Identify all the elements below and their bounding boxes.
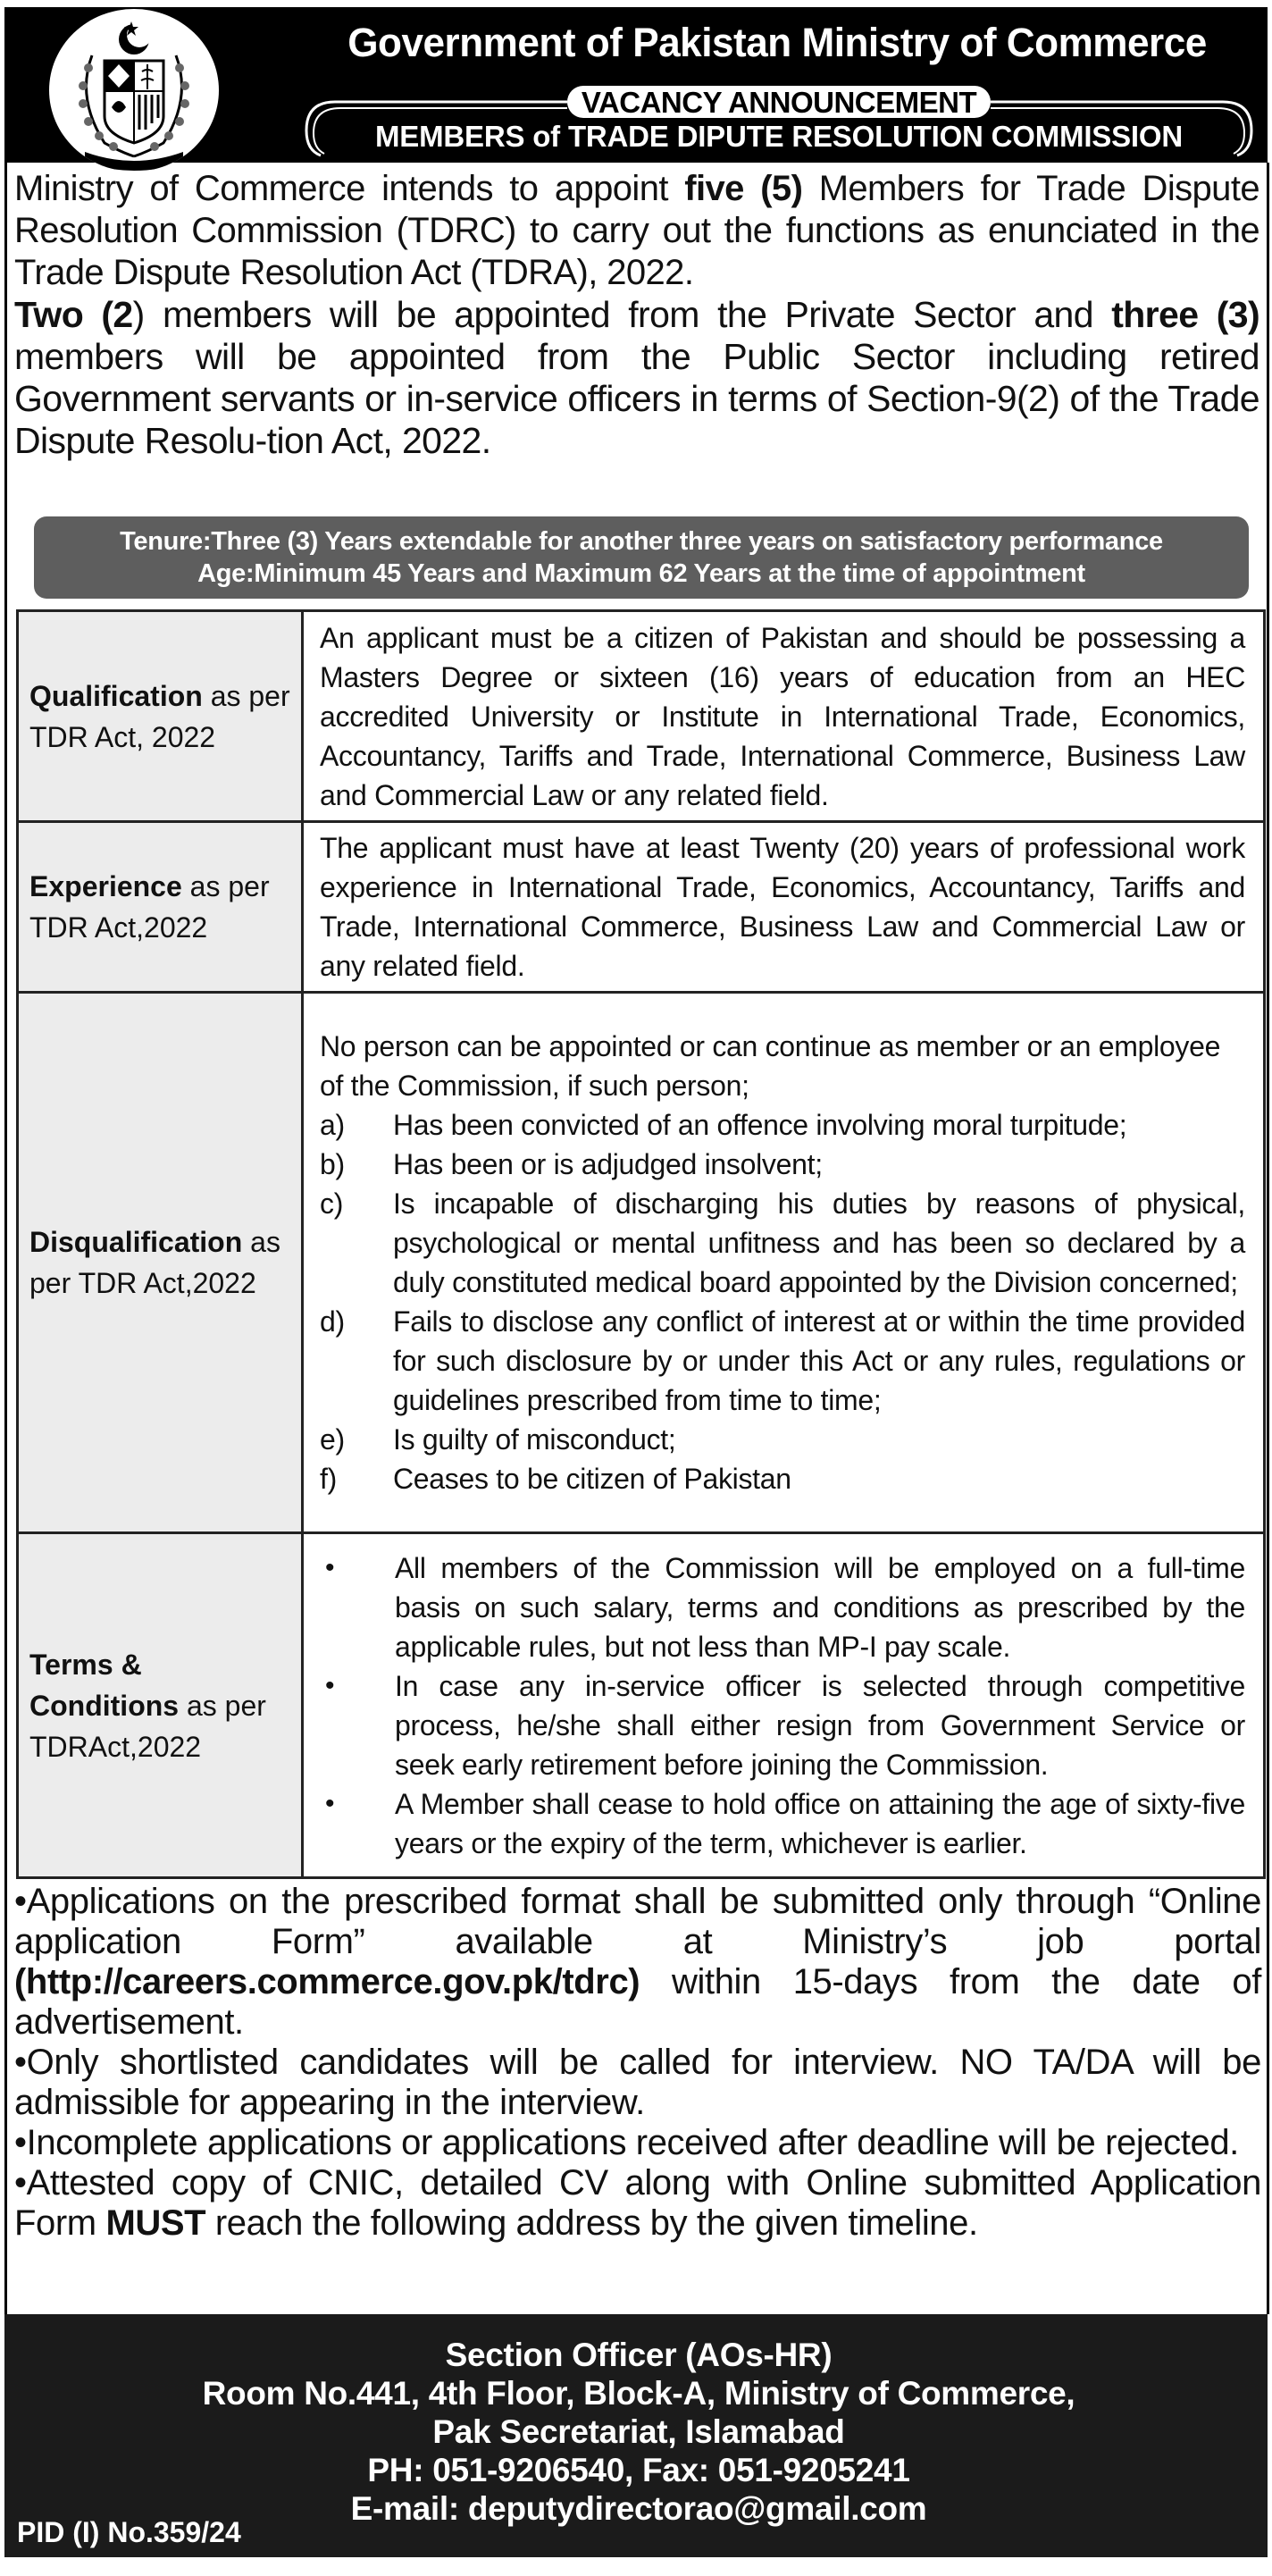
- disqualification-content: [303, 993, 1265, 1533]
- tenure-age-box: [34, 516, 1249, 599]
- intro-section: [14, 168, 1259, 462]
- list-item: • In case any in-service officer is selected through competitive process, he/she shall either resign from Government Service or seek early retirement before joining the Commission.: [320, 1666, 1245, 1784]
- instruction-item: •Attested copy of CNIC, detailed CV along with Online submitted Application Form MUST reach the following address by the given timeline.: [14, 2163, 1261, 2243]
- instruction-item: •Only shortlisted candidates will be called for interview. NO TA/DA will be admissible for appearing in the interview.: [14, 2043, 1261, 2122]
- member-count-total: five (5): [684, 169, 803, 208]
- job-portal-link[interactable]: (http://careers.commerce.gov.pk/tdrc): [14, 1962, 640, 2001]
- table-row-disqualification: [18, 993, 1265, 1533]
- contact-footer: [4, 2314, 1268, 2557]
- pid-number: PID (I) No.359/24: [17, 2516, 241, 2548]
- contact-room: Room No.441, 4th Floor, Block-A, Ministry of Commerce,: [202, 2375, 1075, 2412]
- terms-label: Terms & Conditions as per TDRAct,2022: [18, 1533, 303, 1878]
- disqualification-label: Disqualification as per TDR Act,2022: [18, 993, 303, 1533]
- contact-office: Section Officer (AOs-HR): [445, 2337, 833, 2373]
- state-emblem-icon: [49, 9, 219, 172]
- list-item: a) Has been convicted of an offence involving moral turpitude;: [320, 1109, 1127, 1141]
- experience-text: The applicant must have at least Twenty (20) years of professional work experience in International Trade, Economics, Accountancy, Tariffs and Trade, International Commerce, Business Law and Commercial Law or any related field.: [303, 822, 1265, 993]
- contact-email[interactable]: E-mail: deputydirectorao@gmail.com: [350, 2490, 927, 2527]
- list-item: e) Is guilty of misconduct;: [320, 1423, 676, 1456]
- page-subtitle: MEMBERS of TRADE DIPUTE RESOLUTION COMMISSION: [374, 120, 1183, 153]
- tenure-text: Tenure:Three (3) Years extendable for another three years on satisfactory performance: [120, 527, 1163, 556]
- bullet-icon: •: [325, 1670, 335, 1700]
- list-item: f) Ceases to be citizen of Pakistan: [320, 1463, 791, 1495]
- announcement-frame: [299, 84, 1259, 159]
- page-title: Government of Pakistan Ministry of Commerce: [347, 20, 1207, 65]
- instruction-item: •Incomplete applications or applications received after deadline will be rejected.: [14, 2123, 1239, 2162]
- table-row-qualification: [18, 611, 1265, 822]
- bullet-icon: •: [325, 1552, 335, 1582]
- list-item: d) Fails to disclose any conflict of interest at or within the time provided for such disclosure by or under this Act or any rules, regulations or guidelines prescribed from time to time;: [320, 1305, 1245, 1416]
- list-item: • All members of the Commission will be employed on a full-time basis on such salary, terms and conditions as prescribed by the applicable rules, but not less than MP-I pay scale.: [320, 1548, 1245, 1666]
- qualification-text: An applicant must be a citizen of Pakistan and should be possessing a Masters Degree or sixteen (16) years of education from an HEC accredited University or Institute in International Trade, Economics, Accountancy, Tariffs and Trade, International Commerce, Business Law and Commercial Law or any related field.: [303, 611, 1265, 822]
- intro-paragraph-1: Ministry of Commerce intends to appoint five (5) Members for Trade Dispute Resolution Commission (TDRC) to carry out the functions as enunciated in the Trade Dispute Resolution Act (TDRA), 2022.: [14, 169, 1259, 292]
- contact-city: Pak Secretariat, Islamabad: [432, 2413, 845, 2450]
- age-text: Age:Minimum 45 Years and Maximum 62 Years at the time of appointment: [197, 559, 1085, 588]
- list-item: b) Has been or is adjudged insolvent;: [320, 1148, 823, 1180]
- vacancy-announcement-badge: VACANCY ANNOUNCEMENT: [567, 86, 991, 118]
- qualification-label: Qualification as per TDR Act, 2022: [18, 611, 303, 822]
- disqualification-lead: No person can be appointed or can continue as member or an employee of the Commission, if such person;: [320, 1030, 1221, 1102]
- bullet-icon: •: [325, 1788, 335, 1818]
- instruction-item: •Applications on the prescribed format shall be submitted only through “Online application Form” available at Ministry’s job portal (http://careers.commerce.gov.pk/tdrc) within 15-days from the date of advertisement.: [14, 1882, 1261, 2042]
- terms-content: [303, 1533, 1265, 1878]
- contact-address: [147, 2336, 1130, 2528]
- header-banner: [4, 7, 1268, 163]
- public-member-count: three (3): [1111, 294, 1259, 335]
- private-member-count: Two (2: [14, 294, 133, 335]
- list-item: c) Is incapable of discharging his duties by reasons of physical, psychological or mental unfitness and has been so declared by a duly constituted medical board appointed by the Division concerned;: [320, 1187, 1245, 1298]
- application-instructions: [14, 1882, 1261, 2244]
- table-row-terms: [18, 1533, 1265, 1878]
- requirements-table: [16, 609, 1266, 1879]
- contact-phone: PH: 051-9206540, Fax: 051-9205241: [367, 2452, 910, 2488]
- table-row-experience: [18, 822, 1265, 993]
- list-item: • A Member shall cease to hold office on attaining the age of sixty-five years or the expiry of the term, whichever is earlier.: [320, 1784, 1245, 1863]
- experience-label: Experience as per TDR Act,2022: [18, 822, 303, 993]
- intro-paragraph-2: Two (2) members will be appointed from the Private Sector and three (3) members will be appointed from the Public Sector including retired Government servants or in-service officers in terms of Section-9(2) of the Trade Dispute Resolu-tion Act, 2022.: [14, 294, 1259, 461]
